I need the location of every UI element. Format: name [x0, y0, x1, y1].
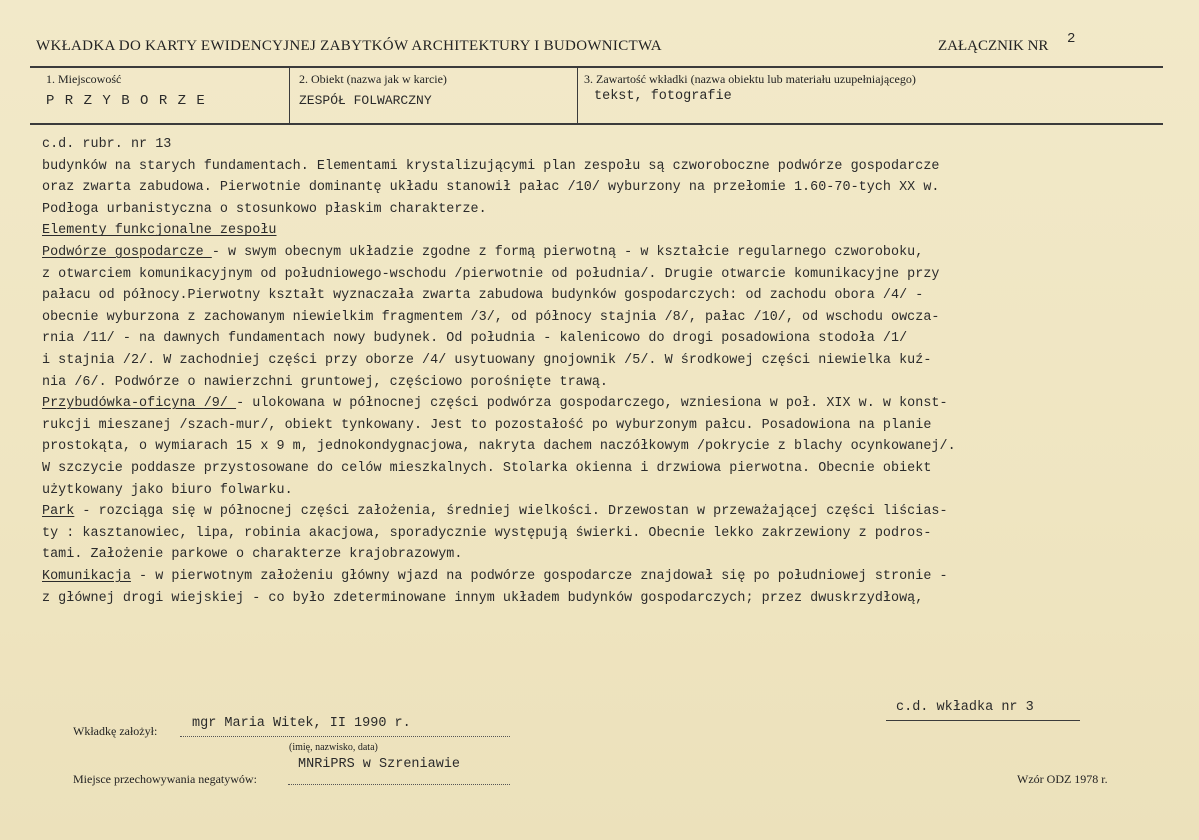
field-divider-2	[577, 67, 578, 123]
body-text-segment: - ulokowana w północnej części podwórza gospodarczego, wzniesiona w poł. XIX w. w konst-	[236, 396, 948, 412]
body-text-segment: - rozciąga się w północnej części założenia, średniej wielkości. Drzewostan w przeważającej części liścias-	[74, 504, 948, 520]
body-text-segment: użytkowany jako biuro folwarku.	[42, 482, 293, 498]
body-line	[42, 245, 923, 260]
body-line	[42, 353, 931, 368]
negatives-label: Miejsce przechowywania negatywów:	[73, 772, 257, 786]
negatives-line	[288, 784, 510, 785]
continuation-rule	[886, 720, 1080, 721]
author-hint: (imię, nazwisko, data)	[289, 742, 378, 753]
body-line	[42, 288, 923, 303]
body-line	[42, 439, 956, 454]
body-line	[42, 137, 171, 152]
header-rule-bottom	[30, 123, 1163, 125]
body-line	[42, 591, 923, 606]
body-text-segment: prostokąta, o wymiarach 15 x 9 m, jednokondygnacjowa, nakryta dachem naczółkowym /pokrycie z blachy ocynkowanej/.	[42, 439, 956, 455]
section-heading: Przybudówka-oficyna /9/	[42, 396, 237, 412]
body-text-segment: rukcji mieszanej /szach-mur/, obiekt tynkowany. Jest to pozostałość po wyburzonym pałcu. Posadowiona na planie	[42, 417, 932, 433]
section-heading: Komunikacja	[42, 569, 131, 584]
body-text-segment: Podłoga urbanistyczna o stosunkowo płaskim charakterze.	[42, 201, 487, 217]
object-label: 2. Obiekt (nazwa jak w karcie)	[299, 72, 447, 86]
author-value: mgr Maria Witek, II 1990 r.	[192, 716, 411, 731]
card-title: WKŁADKA DO KARTY EWIDENCYJNEJ ZABYTKÓW ARCHITEKTURY I BUDOWNICTWA	[36, 38, 662, 54]
body-line	[42, 180, 940, 195]
body-line	[42, 547, 462, 562]
body-line	[42, 526, 931, 541]
body-text-segment: W szczycie poddasze przystosowane do celów mieszkalnych. Stolarka okienna i drzwiowa pierwotna. Obecnie obiekt	[42, 461, 932, 476]
author-label: Wkładkę założył:	[73, 724, 158, 738]
body-line	[42, 375, 608, 390]
body-line	[42, 396, 948, 411]
form-code: Wzór ODZ 1978 r.	[1017, 772, 1108, 786]
content-label: 3. Zawartość wkładki (nazwa obiektu lub materiału uzupełniającego)	[584, 72, 916, 86]
body-line	[42, 569, 948, 584]
locality-value: P R Z Y B O R Z E	[46, 93, 206, 109]
body-text-segment: budynków na starych fundamentach. Elementami krystalizującymi plan zespołu są czworoboczne podwórze gospodarcze	[42, 158, 940, 174]
object-value: ZESPÓŁ FOLWARCZNY	[299, 93, 432, 108]
body-text-segment: z głównej drogi wiejskiej - co było zdeterminowane innym układem budynków gospodarczych; przez dwuskrzydłową,	[42, 590, 924, 606]
body-line	[42, 159, 940, 174]
body-text-segment: z otwarciem komunikacyjnym od południowego-wschodu /pierwotnie od południa/. Drugie otwarcie komunikacyjne przy	[42, 266, 940, 282]
body-line	[42, 461, 931, 476]
author-line	[180, 736, 510, 737]
body-line	[42, 202, 487, 217]
attachment-number: 2	[1067, 31, 1076, 47]
section-heading: Elementy funkcjonalne zespołu	[42, 223, 277, 239]
body-text-segment: i stajnia /2/. W zachodniej części przy oborze /4/ usytuowany gnojownik /5/. W środkowej części niewielka kuź-	[42, 353, 932, 368]
field-divider-1	[289, 67, 290, 123]
body-line	[42, 310, 940, 325]
body-text-segment: ty : kasztanowiec, lipa, robinia akacjowa, sporadycznie występują świerki. Obecnie lekko zakrzewiony z podros-	[42, 525, 932, 541]
body-line	[42, 331, 907, 346]
content-value: tekst, fotografie	[594, 89, 732, 104]
body-line	[42, 223, 277, 238]
body-text-segment: - w pierwotnym założeniu główny wjazd na podwórze gospodarcze znajdował się po południowej stronie -	[130, 569, 948, 584]
body-line	[42, 267, 940, 282]
body-text-segment: tami. Założenie parkowe o charakterze krajobrazowym.	[42, 547, 463, 563]
body-text-segment: - w swym obecnym układzie zgodne z formą pierwotną - w kształcie regularnego czworoboku,	[211, 245, 924, 260]
body-text-segment: c.d. rubr. nr 13	[42, 137, 172, 152]
body-text-segment: oraz zwarta zabudowa. Pierwotnie dominantę układu stanowił pałac /10/ wyburzony na przełomie 1.60-70-tych XX w.	[42, 180, 940, 196]
body-line	[42, 418, 931, 433]
attachment-label: ZAŁĄCZNIK NR	[938, 38, 1049, 54]
body-line	[42, 483, 293, 498]
body-text-segment: nia /6/. Podwórze o nawierzchni gruntowej, częściowo porośnięte trawą.	[42, 374, 608, 390]
section-heading: Park	[42, 504, 75, 520]
body-text-segment: rnia /11/ - na dawnych fundamentach nowy budynek. Od południa - kalenicowo do drogi posadowiona stodoła /1/	[42, 331, 908, 347]
body-text-segment: pałacu od północy.Pierwotny kształt wyznaczała zwarta zabudowa budynków gospodarczych: od zachodu obora /4/ -	[42, 288, 924, 304]
negatives-value: MNRiPRS w Szreniawie	[298, 757, 461, 772]
continuation-note: c.d. wkładka nr 3	[896, 700, 1034, 715]
header-rule-top	[30, 66, 1163, 68]
body-text-segment: obecnie wyburzona z zachowanym niewielkim fragmentem /3/, od północy stajnia /8/, pałac /10/, od wschodu owcza-	[42, 309, 940, 325]
body-line	[42, 504, 948, 519]
locality-label: 1. Miejscowość	[46, 72, 122, 86]
section-heading: Podwórze gospodarcze	[42, 245, 212, 260]
